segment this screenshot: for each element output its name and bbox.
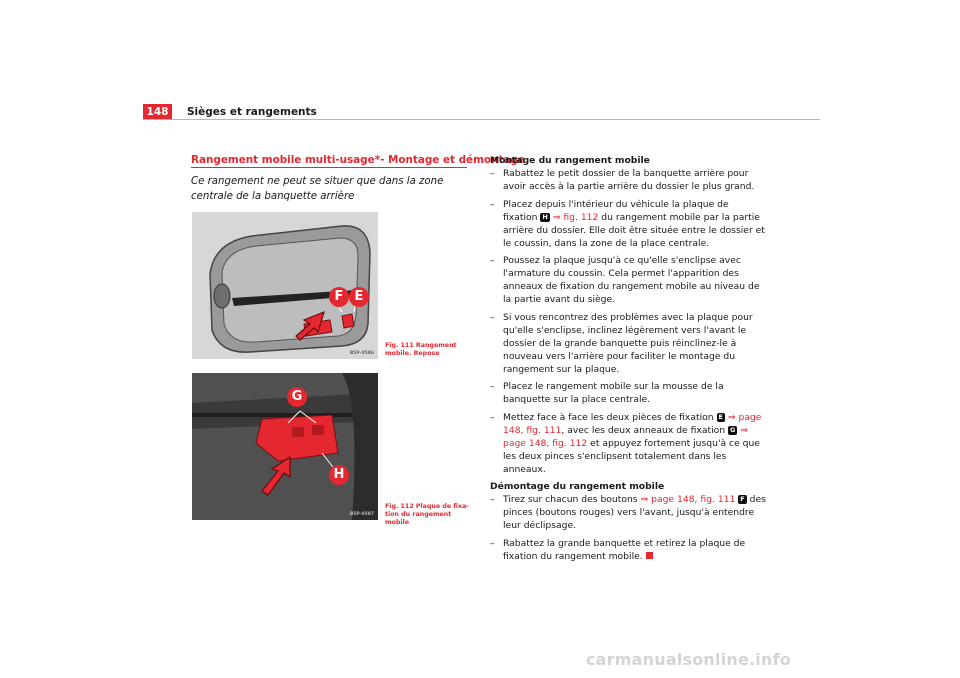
running-title: Sièges et rangements: [187, 106, 317, 118]
header-rule: [143, 119, 820, 120]
section-intro: Ce rangement ne peut se situer que dans la zone centrale de la banquette arrière: [191, 176, 444, 202]
page-number: 148: [143, 104, 172, 120]
montage-step-2: [503, 198, 766, 250]
text: Rabattez la grande banquette et retirez la plaque de fixation du rangement mobile.: [503, 537, 746, 562]
montage-step-1: Rabattez le petit dossier de la banquette arrière pour avoir accès à la partie arrière du dossier le plus grand.: [503, 168, 755, 192]
figure-111-code: B5P-0586: [349, 351, 374, 356]
list-dash: –: [490, 411, 495, 423]
text: et appuyez fortement jusqu'à ce que les deux pinces s'enclipsent totalement dans les anneaux.: [503, 437, 760, 475]
fig-112-link[interactable]: ⇒ fig. 112: [552, 211, 599, 223]
list-item: [490, 254, 766, 306]
list-dash: –: [490, 168, 495, 179]
figure-112-caption: Fig. 112 Plaque de fixa-tion du rangement mobile: [385, 503, 469, 526]
callout-chip-e: E: [718, 412, 723, 421]
montage-step-6: [503, 411, 766, 476]
list-dash: –: [490, 537, 495, 549]
list-dash: –: [490, 494, 495, 505]
watermark: carmanualsonline.info: [586, 650, 791, 669]
list-dash: –: [490, 198, 495, 210]
list-item: [490, 311, 766, 376]
figure-112-code: B5P-0587: [349, 512, 374, 517]
instructions-column: [490, 154, 766, 563]
page-148-fig-111-link[interactable]: ⇒ page 148, fig. 111: [503, 411, 762, 436]
list-dash: –: [490, 381, 495, 392]
montage-step-4: Si vous rencontrez des problèmes avec la plaque pour qu'elle s'enclipse, inclinez légèrement vers l'avant le dossier de la grande banquette puis réinclinez-le à nouveau vers l'arrière pour faciliter le montage du rangement sur la plaque.: [503, 311, 753, 375]
callout-chip-h: H: [542, 212, 548, 221]
list-item: [490, 411, 766, 476]
callout-chip-f: F: [740, 495, 745, 503]
list-item: [490, 380, 766, 406]
demontage-step-2: [503, 537, 766, 563]
figure-112-illustration: [192, 373, 378, 520]
text: Mettez face à face les deux pièces de fixation: [503, 411, 714, 423]
list-item: [490, 493, 766, 532]
montage-step-5: Placez le rangement mobile sur la mousse de la banquette sur la place centrale.: [503, 381, 724, 405]
demontage-step-1: [503, 493, 766, 532]
text: du rangement mobile par la partie arrière du dossier. Elle doit être située entre le dossier et le coussin, dans la zone de la place centrale.: [503, 211, 765, 249]
callout-chip-g: G: [730, 425, 736, 434]
page-148-fig-111-link[interactable]: ⇒ page 148, fig. 111: [640, 494, 736, 505]
text: Tirez sur chacun des boutons: [503, 494, 638, 505]
figure-111-illustration: [192, 212, 378, 359]
section-title: Rangement mobile multi-usage*- Montage et démontage: [191, 154, 525, 166]
section-title-rule: [191, 167, 467, 168]
callout-g: G: [287, 387, 307, 407]
text: Placez depuis l'intérieur du véhicule la plaque de fixation: [503, 198, 729, 223]
storage-unit-drawing: [192, 212, 378, 359]
figure-111-caption: Fig. 111 Rangement mobile. Repose: [385, 342, 457, 357]
fixing-plate-drawing: [192, 373, 378, 520]
text: des pinces (boutons rouges) vers l'avant, jusqu'à entendre leur déclipsage.: [503, 494, 766, 531]
callout-e: E: [349, 287, 369, 307]
montage-heading: Montage du rangement mobile: [490, 155, 650, 166]
page-148-fig-112-link[interactable]: ⇒ page 148, fig. 112: [503, 424, 748, 449]
callout-h: H: [329, 465, 349, 485]
callout-f: F: [329, 287, 349, 307]
list-item: [490, 198, 766, 250]
list-dash: –: [490, 311, 495, 323]
montage-step-3: Poussez la plaque jusqu'à ce qu'elle s'enclipse avec l'armature du coussin. Cela permet l'apparition des anneaux de fixation du rangement mobile au niveau de la partie avant du siège.: [503, 255, 760, 305]
list-item: [490, 167, 766, 193]
text: , avec les deux anneaux de fixation: [561, 424, 726, 436]
demontage-heading: Démontage du rangement mobile: [490, 481, 665, 492]
end-of-section-mark: [646, 552, 653, 559]
list-item: [490, 537, 766, 563]
list-dash: –: [490, 255, 495, 266]
